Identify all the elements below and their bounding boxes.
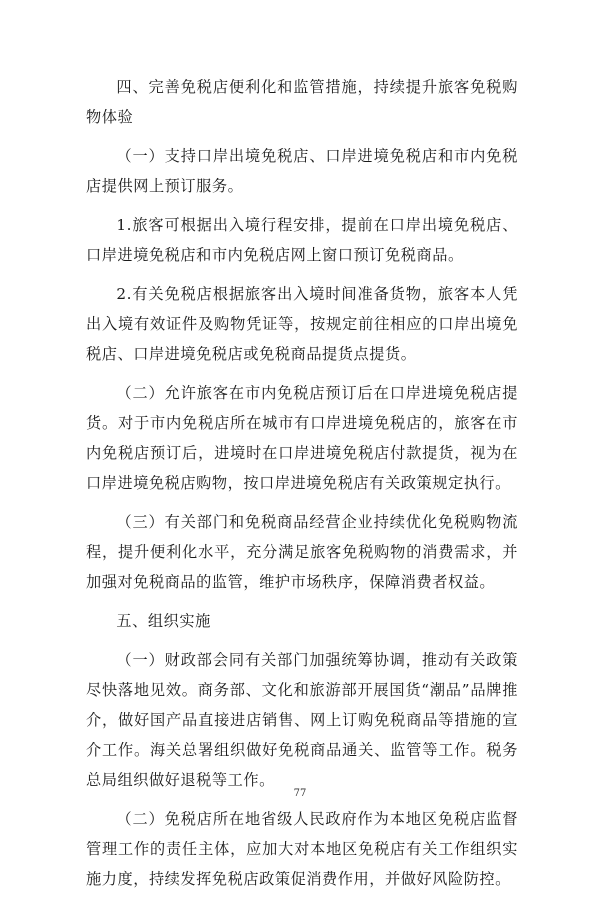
paragraph-5-1: （一）财政部会同有关部门加强统筹协调，推动有关政策尽快落地见效。商务部、文化和旅游部开展国货“潮品”品牌推介，做好国产品直接进店销售、网上订购免税商品等措施的宣介工作。海关总署组织做好免税商品通关、监管等工作。税务总局组织做好退税等工作。	[86, 651, 518, 789]
section-heading-5: 五、组织实施	[116, 612, 211, 630]
paragraph-4-3: （三）有关部门和免税商品经营企业持续优化免税购物流程，提升便利化水平，充分满足旅客免税购物的消费需求，并加强对免税商品的监管，维护市场秩序，保障消费者权益。	[86, 513, 518, 591]
paragraph-5-2: （二）免税店所在地省级人民政府作为本地区免税店监督管理工作的责任主体，应加大对本地区免税店有关工作组织实施力度，持续发挥免税店政策促消费作用，并做好风险防控。	[86, 810, 518, 888]
section-heading-4: 四、完善免税店便利化和监管措施，持续提升旅客免税购物体验	[86, 78, 518, 126]
body-text	[86, 72, 518, 903]
paragraph-4-1: （一）支持口岸出境免税店、口岸进境免税店和市内免税店提供网上预订服务。	[86, 147, 518, 195]
paragraph-4-2: （二）允许旅客在市内免税店预订后在口岸进境免税店提货。对于市内免税店所在城市有口岸进境免税店的，旅客在市内免税店预订后，进境时在口岸进境免税店付款提货，视为在口岸进境免税店购物，按口岸进境免税店有关政策规定执行。	[86, 384, 518, 492]
paragraph-4-1-item-2: 2.有关免税店根据旅客出入境时间准备货物，旅客本人凭出入境有效证件及购物凭证等，按规定前往相应的口岸出境免税店、口岸进境免税店或免税商品提货点提货。	[86, 285, 518, 363]
paragraph-4-1-item-1: 1.旅客可根据出入境行程安排，提前在口岸出境免税店、口岸进境免税店和市内免税店网上窗口预订免税商品。	[86, 216, 518, 264]
page-number: 77	[293, 788, 307, 799]
